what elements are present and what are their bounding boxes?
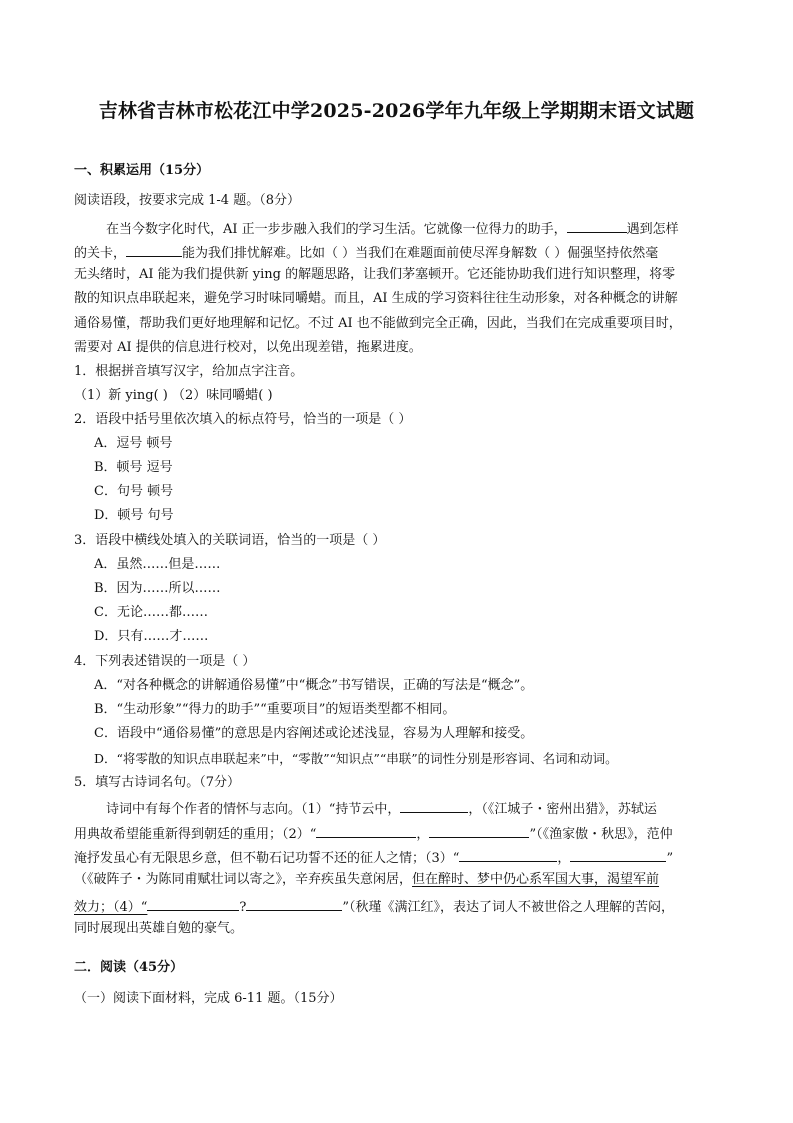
section-1-heading: 一、积累运用（15分） bbox=[74, 163, 210, 178]
blank-2 bbox=[126, 242, 182, 257]
question-4-option-d: D．“将零散的知识点串联起来”中，“零散”“知识点”“串联”的词性分别是形容词、名词和动词。 bbox=[94, 751, 618, 766]
passage-line-3: 无头绪时，AI 能为我们提供新 ying 的解题思路，让我们茅塞顿开。它还能协助我们进行知识整理，将零 bbox=[74, 267, 676, 282]
passage-line-1: 在当今数字化时代，AI 正一步步融入我们的学习生活。它就像一位得力的助手， 遇到怎样 bbox=[106, 218, 679, 239]
question-5-line-2: 用典故希望能重新得到朝廷的重用；（2）“ ， ”（《渔家傲・秋思》，范仲 bbox=[74, 823, 673, 844]
question-5-line-4: （《破阵子・为陈同甫赋壮词以寄之》，辛弃疾虽失意闲居，但在醉时、梦中仍心系军国大事，渴望军前 bbox=[74, 872, 660, 887]
question-3-stem: 3．语段中横线处填入的关联词语，恰当的一项是（ ） bbox=[74, 533, 386, 548]
blank-poem-3a bbox=[459, 847, 557, 862]
question-3-option-b: B．因为……所以…… bbox=[94, 581, 221, 596]
question-1-stem: 1．根据拼音填写汉字，给加点字注音。 bbox=[74, 364, 304, 379]
question-5-line-1: 诗词中有每个作者的情怀与志向。（1）“持节云中， ，（《江城子・密州出猎》，苏轼运 bbox=[106, 798, 657, 819]
question-5-line-5: 效力；（4）“ ? ”（秋瑾《满江红》，表达了词人不被世俗之人理解的苦闷， bbox=[74, 896, 674, 917]
blank-poem-2a bbox=[316, 823, 416, 838]
question-3-option-a: A．虽然……但是…… bbox=[94, 557, 221, 572]
question-4-option-b: B．“生动形象”“得力的助手”“重要项目”的短语类型都不相同。 bbox=[94, 702, 456, 717]
passage-line-4: 散的知识点串联起来，避免学习时味同嚼蜡。而且，AI 生成的学习资料往往生动形象，对各种概念的讲解 bbox=[74, 291, 678, 306]
question-2-option-b: B．顿号 逗号 bbox=[94, 460, 173, 475]
section-1-intro: 阅读语段，按要求完成 1-4 题。（8分） bbox=[74, 193, 300, 208]
question-2-option-a: A．逗号 顿号 bbox=[94, 436, 173, 451]
question-5-line-3: 淹抒发虽心有无限思乡意，但不勒石记功誓不还的征人之情；（3）“ ， ” bbox=[74, 847, 673, 868]
question-5-stem: 5．填写古诗词名句。（7分） bbox=[74, 775, 241, 790]
question-2-stem: 2．语段中括号里依次填入的标点符号，恰当的一项是（ ） bbox=[74, 412, 412, 427]
passage-line-6: 需要对 AI 提供的信息进行校对，以免出现差错，拖累进度。 bbox=[74, 340, 422, 355]
blank-poem-1 bbox=[400, 798, 468, 813]
page-title: 吉林省吉林市松花江中学2025-2026学年九年级上学期期末语文试题 bbox=[98, 100, 695, 122]
question-1-parts: （1）新 ying( ) （2）味同嚼蜡( ) bbox=[74, 388, 273, 403]
question-5-line-6: 同时展现出英雄自勉的豪气。 bbox=[74, 921, 244, 936]
blank-poem-4b bbox=[246, 896, 342, 911]
passage-line-5: 通俗易懂，帮助我们更好地理解和记忆。不过 AI 也不能做到完全正确，因此，当我们在完成重要项目时， bbox=[74, 316, 682, 331]
blank-poem-3b bbox=[570, 847, 666, 862]
blank-poem-4-mark: ? bbox=[239, 900, 247, 915]
question-2-option-d: D．顿号 句号 bbox=[94, 508, 174, 523]
question-3-option-c: C．无论……都…… bbox=[94, 605, 208, 620]
question-3-option-d: D．只有……才…… bbox=[94, 629, 209, 644]
question-4-option-c: C．语段中“通俗易懂”的意思是内容阐述或论述浅显，容易为人理解和接受。 bbox=[94, 726, 534, 741]
section-2-sub-1: （一）阅读下面材料，完成 6-11 题。（15分） bbox=[74, 991, 343, 1006]
blank-poem-4a bbox=[147, 896, 239, 911]
question-4-option-a: A．“对各种概念的讲解通俗易懂”中“概念”书写错误，正确的写法是“概念”。 bbox=[94, 678, 534, 693]
blank-1 bbox=[567, 218, 627, 233]
passage-line-2: 的关卡， 能为我们排忧解难。比如（ ）当我们在难题面前使尽浑身解数（ ）倔强坚持依然毫 bbox=[74, 242, 658, 263]
blank-poem-2b bbox=[429, 823, 529, 838]
question-2-option-c: C．句号 顿号 bbox=[94, 484, 174, 499]
question-4-stem: 4．下列表述错误的一项是（ ） bbox=[74, 654, 256, 669]
section-2-heading: 二．阅读（45分） bbox=[74, 960, 184, 975]
